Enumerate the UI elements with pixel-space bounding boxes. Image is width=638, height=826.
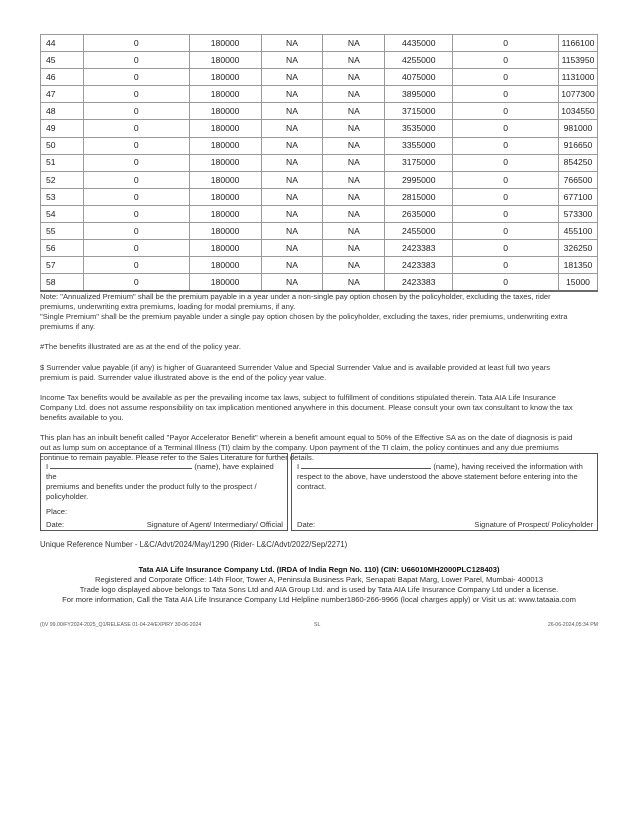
pab-line-3: continue to remain payable. Please refer to the Sales Literature for further details. [40,453,314,462]
table-row [41,171,598,188]
annualized-premium-line-1: Note: "Annualized Premium" shall be the premium payable in a year under a non-single pay option chosen by the policyholder, excluding the taxes, rider [40,292,551,301]
table-cell: NA [323,240,385,257]
surrender-line-1: $ Surrender value payable (if any) is higher of Guaranteed Surrender Value and Special Surrender Value and is available provided at least full two years [40,363,551,372]
agent-signature-label: Signature of Agent/ Intermediary/ Official [146,520,283,529]
agent-place-label: Place: [46,507,68,516]
table-cell: 0 [453,257,559,274]
table-cell: 180000 [189,69,261,86]
table-cell: 573300 [558,205,597,222]
table-cell: 0 [453,188,559,205]
table-cell: 1166100 [558,35,597,52]
table-cell: 3895000 [385,86,453,103]
table-cell: 55 [41,223,84,240]
prospect-signature-label: Signature of Prospect/ Policyholder [474,520,593,529]
benefits-note: #The benefits illustrated are as at the end of the policy year. [40,342,241,351]
table-cell: 854250 [558,154,597,171]
table-cell: NA [261,188,323,205]
table-cell: NA [261,171,323,188]
table-cell: 0 [453,120,559,137]
table-cell: 180000 [189,223,261,240]
table-cell: 0 [453,205,559,222]
agent-declaration-text [46,460,282,502]
table-row [41,35,598,52]
table-cell: 0 [83,171,189,188]
table-cell: 0 [453,154,559,171]
agent-declaration-line-2: premiums and benefits under the product fully to the prospect / [46,482,257,491]
table-cell: 981000 [558,120,597,137]
tax-line-3: benefits available to you. [40,413,124,422]
table-cell: 46 [41,69,84,86]
helpline-note: For more information, Call the Tata AIA Life Insurance Company Ltd Helpline number1860-266-9966 (local charges apply) or Visit us at: www.tataaia.com [62,595,576,604]
notes-section [40,292,598,473]
table-cell: 0 [83,205,189,222]
table-row [41,205,598,222]
prospect-declaration-box [291,453,598,531]
footer-version: (I)V 99.00/FY2024-2025_Q1/RELEASE 01-04-24/EXPIRY 30-06-2024 [40,622,202,628]
table-cell: 57 [41,257,84,274]
table-cell: 2815000 [385,188,453,205]
table-cell: 48 [41,103,84,120]
table-cell: NA [261,103,323,120]
table-cell: 180000 [189,274,261,291]
table-cell: 0 [453,103,559,120]
table-cell: NA [323,120,385,137]
table-row [41,137,598,154]
table-row [41,103,598,120]
table-cell: 4435000 [385,35,453,52]
table-cell: 2455000 [385,223,453,240]
table-cell: 52 [41,171,84,188]
table-row [41,223,598,240]
table-cell: 0 [453,137,559,154]
prospect-declaration-text [297,460,592,492]
table-cell: 677100 [558,188,597,205]
income-tax-note [40,393,598,423]
company-address: Registered and Corporate Office: 14th Floor, Tower A, Peninsula Business Park, Senapati Bapat Marg, Lower Parel, Mumbai- 400013 [95,575,543,584]
tax-line-2: Company Ltd. does not assume responsibility on tax implication mentioned anywhere in this document. Please consult your own tax consultant to know the tax [40,403,573,412]
table-cell: 45 [41,52,84,69]
table-cell: 0 [453,240,559,257]
table-cell: NA [261,240,323,257]
table-cell: 50 [41,137,84,154]
table-cell: 0 [453,86,559,103]
agent-i-label: I [46,462,49,471]
prospect-name-suffix: (name), having received the information with [433,462,583,471]
table-cell: 180000 [189,257,261,274]
table-cell: 0 [83,35,189,52]
table-cell: 0 [453,69,559,86]
table-cell: 180000 [189,205,261,222]
table-cell: 0 [83,240,189,257]
unique-reference-number: Unique Reference Number - L&C/Advt/2024/May/1290 (Rider- L&C/Advt/2022/Sep/2271) [40,540,348,549]
agent-name-blank[interactable] [50,460,192,469]
table-row [41,188,598,205]
table-cell: 2423383 [385,257,453,274]
table-cell: 180000 [189,154,261,171]
table-cell: 0 [83,137,189,154]
table-cell: 180000 [189,35,261,52]
table-cell: 2423383 [385,240,453,257]
single-premium-line-1: "Single Premium" shall be the premium payable under a single pay option chosen by the policyholder, excluding the taxes, rider premiums, underwriting extra [40,312,568,321]
table-cell: 4075000 [385,69,453,86]
table-cell: 2635000 [385,205,453,222]
table-cell: NA [261,257,323,274]
table-cell: 3355000 [385,137,453,154]
table-cell: 4255000 [385,52,453,69]
table-cell: 455100 [558,223,597,240]
table-cell: NA [261,274,323,291]
table-row [41,86,598,103]
table-cell: NA [261,223,323,240]
prospect-name-blank[interactable] [301,460,431,469]
table-cell: 1153950 [558,52,597,69]
footer-code: SL [314,622,321,628]
table-cell: 0 [83,257,189,274]
table-cell: NA [323,188,385,205]
table-cell: NA [323,137,385,154]
table-cell: 326250 [558,240,597,257]
table-cell: 0 [83,154,189,171]
table-cell: 0 [83,274,189,291]
table-cell: 0 [453,52,559,69]
table-cell: 180000 [189,52,261,69]
single-premium-line-2: premiums if any. [40,322,96,331]
table-row [41,120,598,137]
table-cell: NA [261,35,323,52]
prospect-declaration-line-3: contract. [297,482,327,491]
table-cell: 180000 [189,188,261,205]
prospect-i-label: I [297,462,300,471]
table-cell: 0 [83,223,189,240]
table-cell: 916650 [558,137,597,154]
table-cell: 180000 [189,171,261,188]
table-cell: NA [261,154,323,171]
tax-line-1: Income Tax benefits would be available as per the prevailing income tax laws, subject to fulfillment of conditions stipulated therein. Tata AIA Life Insurance [40,393,556,402]
table-cell: 2995000 [385,171,453,188]
pab-line-1: This plan has an inbuilt benefit called "Payor Accelerator Benefit" wherein a benefit amount equal to 50% of the Effective SA as on the date of diagnosis is paid [40,433,573,442]
table-cell: NA [323,69,385,86]
table-cell: 0 [83,69,189,86]
prospect-declaration-line-2: respect to the above, have understood the above statement before entering into the [297,472,578,481]
pab-line-2: out as lump sum on acceptance of a Terminal Illness (TI) claim by the company. Upon payment of the TI claim, the policy continues and any due premiums [40,443,559,452]
table-cell: 3175000 [385,154,453,171]
declaration-section [40,453,598,533]
table-cell: NA [323,86,385,103]
table-cell: 180000 [189,103,261,120]
table-cell: NA [261,86,323,103]
table-cell: 1034550 [558,103,597,120]
table-cell: 181350 [558,257,597,274]
table-cell: 0 [453,223,559,240]
annualized-premium-line-2: premiums, underwriting extra premiums, loading for modal premiums, if any. [40,302,296,311]
agent-declaration-box [40,453,288,531]
table-cell: 0 [453,171,559,188]
table-row [41,154,598,171]
table-cell: NA [323,103,385,120]
agent-date-label: Date: [46,520,65,529]
table-cell: 3715000 [385,103,453,120]
agent-name-suffix: (name), have explained the [46,462,274,481]
surrender-line-2: premium is paid. Surrender value illustrated above is the end of the policy year value. [40,373,327,382]
table-cell: 0 [83,103,189,120]
company-name: Tata AIA Life Insurance Company Ltd. (IRDA of India Regn No. 110) (CIN: U66010MH2000PLC128403) [138,565,500,574]
table-cell: 0 [83,52,189,69]
table-cell: 0 [83,188,189,205]
table-cell: 180000 [189,86,261,103]
table-cell: NA [323,154,385,171]
table-cell: 0 [83,120,189,137]
table-cell: 1131000 [558,69,597,86]
surrender-value-note [40,363,598,383]
trade-logo-note: Trade logo displayed above belongs to Tata Sons Ltd and AIA Group Ltd. and is used by Tata AIA Life Insurance Company Ltd under a license. [79,585,559,594]
table-cell: NA [323,205,385,222]
prospect-date-label: Date: [297,520,316,529]
table-cell: 0 [83,86,189,103]
table-cell: NA [261,120,323,137]
table-cell: NA [261,52,323,69]
table-cell: NA [323,257,385,274]
agent-declaration-line-3: policyholder. [46,492,89,501]
table-row [41,257,598,274]
table-cell: NA [323,223,385,240]
table-body [41,35,598,291]
table-cell: 54 [41,205,84,222]
table-cell: 2423383 [385,274,453,291]
footer-timestamp: 26-06-2024,05:34 PM [547,622,598,628]
table-cell: 44 [41,35,84,52]
table-cell: 56 [41,240,84,257]
table-cell: NA [323,274,385,291]
table-cell: 0 [453,35,559,52]
table-cell: 53 [41,188,84,205]
premium-definitions-note [40,292,598,332]
table-cell: 766500 [558,171,597,188]
table-cell: NA [323,171,385,188]
table-cell: 58 [41,274,84,291]
table-row [41,274,598,291]
table-cell: NA [323,52,385,69]
table-cell: 51 [41,154,84,171]
table-cell: 3535000 [385,120,453,137]
table-row [41,69,598,86]
table-cell: NA [261,69,323,86]
table-cell: 49 [41,120,84,137]
benefit-illustration-table [40,34,598,292]
table-cell: NA [261,205,323,222]
table-row [41,240,598,257]
table-cell: 47 [41,86,84,103]
company-info [40,565,598,605]
table-cell: NA [261,137,323,154]
table-row [41,52,598,69]
table-cell: 180000 [189,137,261,154]
page-footer [40,622,598,632]
table-cell: 1077300 [558,86,597,103]
table-cell: 15000 [558,274,597,291]
table-cell: 0 [453,274,559,291]
table-cell: 180000 [189,240,261,257]
table-cell: NA [323,35,385,52]
table-cell: 180000 [189,120,261,137]
